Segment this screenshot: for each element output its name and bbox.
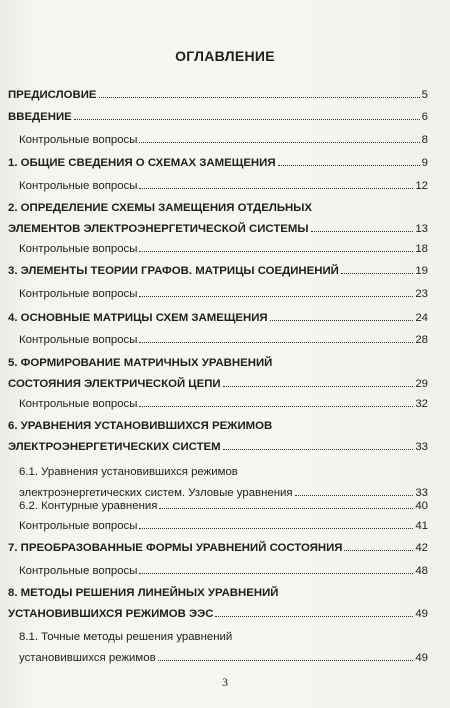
toc-entry-page: 23 <box>415 288 428 300</box>
toc-entry-text: Контрольные вопросы <box>19 288 138 300</box>
toc-entry-text: Контрольные вопросы <box>19 334 138 346</box>
dot-leader <box>139 573 413 574</box>
toc-entry-text: Контрольные вопросы <box>19 398 138 410</box>
toc-entry-page: 33 <box>415 441 428 453</box>
toc-entry <box>8 311 428 326</box>
toc-entry-text: СОСТОЯНИЯ ЭЛЕКТРИЧЕСКОЙ ЦЕПИ <box>8 378 221 390</box>
toc-entry-text: 2. ОПРЕДЕЛЕНИЕ СХЕМЫ ЗАМЕЩЕНИЯ ОТДЕЛЬНЫХ <box>8 202 312 214</box>
toc-entry-page: 13 <box>415 223 428 235</box>
toc-entry <box>8 356 428 392</box>
toc-entry-page: 19 <box>415 265 428 277</box>
toc-entry-text: 6. УРАВНЕНИЯ УСТАНОВИВШИХСЯ РЕЖИМОВ <box>8 420 273 432</box>
toc-entry-page: 24 <box>415 312 428 324</box>
toc-entry <box>8 541 428 556</box>
toc-entry-page: 32 <box>415 398 428 410</box>
toc-entry-page: 9 <box>421 157 428 169</box>
toc-entry <box>19 133 428 148</box>
toc-entry-text: УСТАНОВИВШИХСЯ РЕЖИМОВ ЭЭС <box>8 608 214 620</box>
toc-entry <box>19 397 428 412</box>
toc-entry <box>19 333 428 348</box>
dot-leader <box>215 616 413 617</box>
toc-entry <box>8 201 428 237</box>
toc-entry-text: 6.1. Уравнения установившихся режимов <box>19 466 238 478</box>
dot-leader <box>74 119 420 120</box>
toc-entry <box>19 465 428 501</box>
toc-entry-text: 8.1. Точные методы решения уравнений <box>19 631 233 643</box>
toc-entry-page: 28 <box>415 334 428 346</box>
toc-entry <box>8 586 428 622</box>
toc-entry-page: 40 <box>415 500 428 512</box>
dot-leader <box>341 273 413 274</box>
toc-entry-text: ЭЛЕКТРОЭНЕРГЕТИЧЕСКИХ СИСТЕМ <box>8 441 221 453</box>
page-number: 3 <box>222 675 228 689</box>
toc-entry-page: 29 <box>415 378 428 390</box>
toc-entry-page: 18 <box>415 243 428 255</box>
toc-entry-text: 7. ПРЕОБРАЗОВАННЫЕ ФОРМЫ УРАВНЕНИЙ СОСТОЯНИЯ <box>8 542 343 554</box>
toc-entry <box>19 564 428 579</box>
toc-entry-text: 1. ОБЩИЕ СВЕДЕНИЯ О СХЕМАХ ЗАМЕЩЕНИЯ <box>8 157 276 169</box>
toc-entry <box>19 287 428 302</box>
toc-entry <box>8 110 428 125</box>
toc-entry <box>8 264 428 279</box>
toc-entry-text: ЭЛЕМЕНТОВ ЭЛЕКТРОЭНЕРГЕТИЧЕСКОЙ СИСТЕМЫ <box>8 223 309 235</box>
toc-entry-page: 49 <box>415 652 428 664</box>
toc-entry-text: ВВЕДЕНИЕ <box>8 111 72 123</box>
toc-entry-text: Контрольные вопросы <box>19 180 138 192</box>
toc-entry-page: 8 <box>421 134 428 146</box>
toc-entry-page: 33 <box>415 487 428 499</box>
toc-entry-text: электроэнергетических систем. Узловые уравнения <box>19 487 293 499</box>
toc-entry-text: установившихся режимов <box>19 652 156 664</box>
toc-entry <box>19 519 428 534</box>
toc-entry-page: 12 <box>415 180 428 192</box>
toc-entry-page: 48 <box>415 565 428 577</box>
toc-entry-text: Контрольные вопросы <box>19 520 138 532</box>
dot-leader <box>99 97 420 98</box>
toc-entry-text: 6.2. Контурные уравнения <box>19 500 158 512</box>
dot-leader <box>278 165 420 166</box>
dot-leader <box>223 449 414 450</box>
dot-leader <box>139 406 413 407</box>
dot-leader <box>139 342 413 343</box>
toc-entry-text: Контрольные вопросы <box>19 565 138 577</box>
dot-leader <box>139 188 413 189</box>
toc-entry <box>8 419 428 455</box>
toc-entry-page: 5 <box>421 89 428 101</box>
dot-leader <box>344 550 413 551</box>
toc-entry-text: ПРЕДИСЛОВИЕ <box>8 89 97 101</box>
toc-entry <box>19 242 428 257</box>
toc-entry-page: 6 <box>421 111 428 123</box>
dot-leader <box>139 296 413 297</box>
toc-entry-page: 42 <box>415 542 428 554</box>
dot-leader <box>139 251 413 252</box>
toc-entry <box>19 179 428 194</box>
dot-leader <box>139 528 413 529</box>
dot-leader <box>139 142 419 143</box>
toc-entry-text: 8. МЕТОДЫ РЕШЕНИЯ ЛИНЕЙНЫХ УРАВНЕНИЙ <box>8 587 279 599</box>
toc-entry <box>19 630 428 666</box>
toc-entry-text: Контрольные вопросы <box>19 243 138 255</box>
toc-entry-text: 4. ОСНОВНЫЕ МАТРИЦЫ СХЕМ ЗАМЕЩЕНИЯ <box>8 312 268 324</box>
dot-leader <box>158 660 414 661</box>
toc-entry <box>19 499 428 514</box>
toc-entry-page: 49 <box>415 608 428 620</box>
dot-leader <box>311 231 414 232</box>
toc-title: ОГЛАВЛЕНИЕ <box>175 48 275 64</box>
dot-leader <box>295 495 414 496</box>
dot-leader <box>159 508 413 509</box>
toc-entry-text: Контрольные вопросы <box>19 134 138 146</box>
toc-entry <box>8 88 428 103</box>
toc-entry <box>8 156 428 171</box>
dot-leader <box>270 320 414 321</box>
toc-entry-text: 3. ЭЛЕМЕНТЫ ТЕОРИИ ГРАФОВ. МАТРИЦЫ СОЕДИНЕНИЙ <box>8 265 339 277</box>
toc-entry-page: 41 <box>415 520 428 532</box>
dot-leader <box>223 386 414 387</box>
toc-entry-text: 5. ФОРМИРОВАНИЕ МАТРИЧНЫХ УРАВНЕНИЙ <box>8 357 273 369</box>
